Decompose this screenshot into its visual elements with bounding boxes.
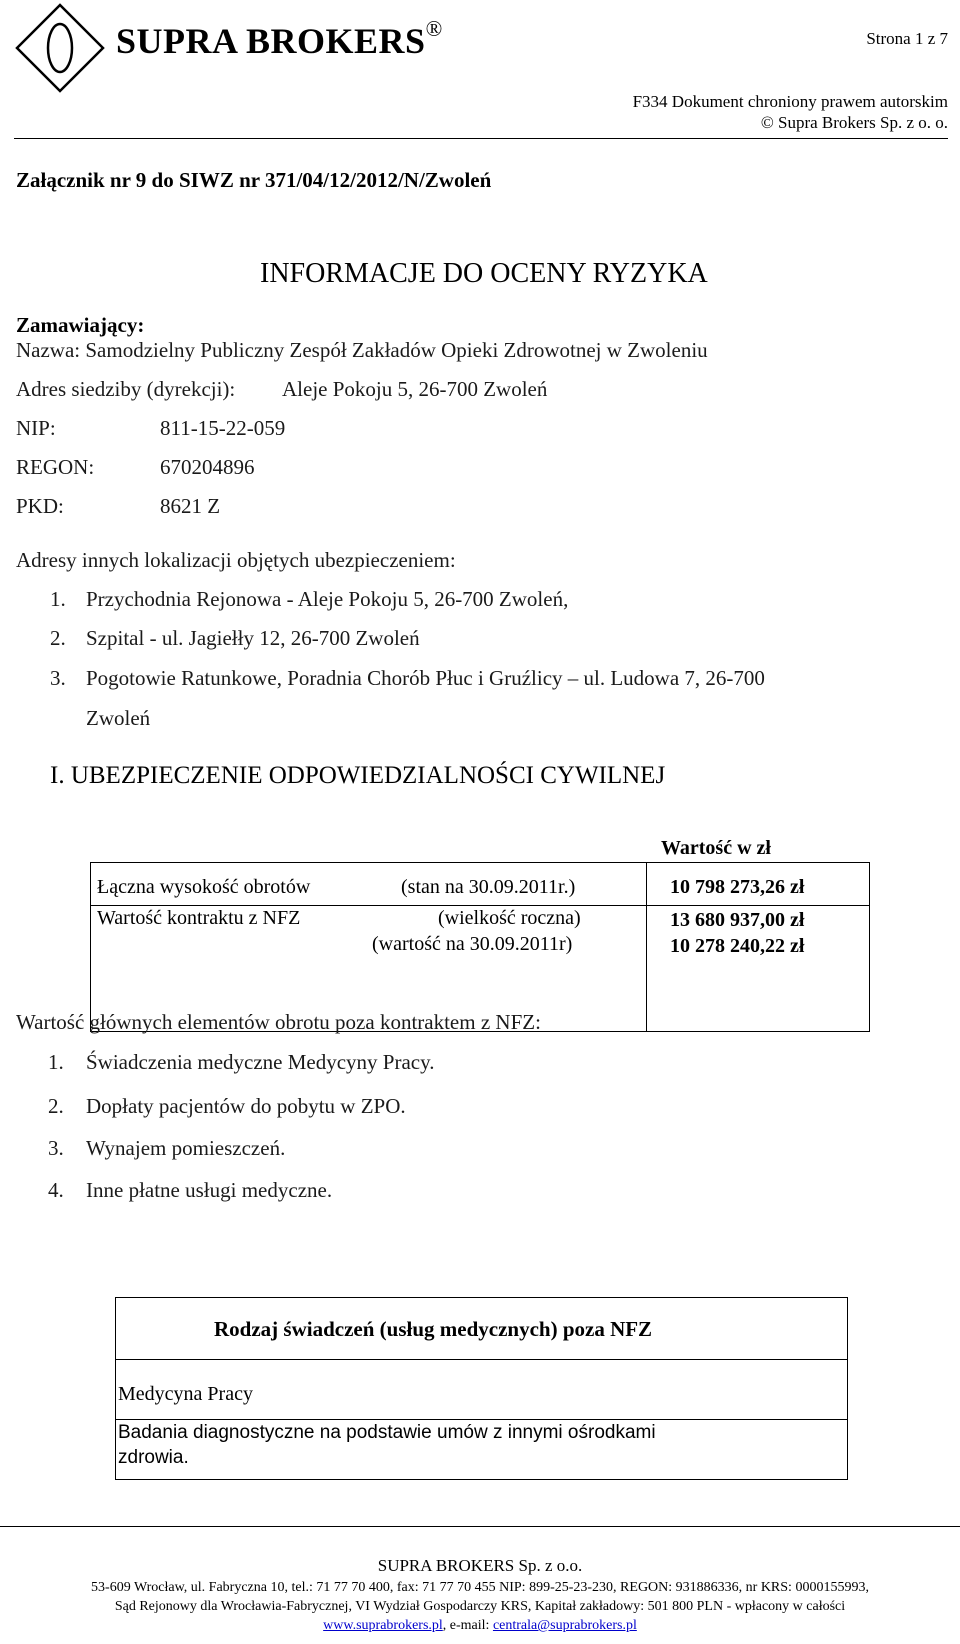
turnover-table [90, 837, 870, 1032]
pkd-value: 8621 Z [160, 494, 221, 518]
nip-label: NIP: [16, 416, 56, 440]
services-table [115, 1297, 848, 1480]
element-item: Świadczenia medyczne Medycyny Pracy. [86, 1050, 435, 1074]
footer-contact [0, 1618, 960, 1634]
element-item: Wynajem pomieszczeń. [86, 1136, 286, 1160]
website-link[interactable]: www.suprabrokers.pl [323, 1618, 443, 1633]
pkd-label: PKD: [16, 494, 64, 518]
location-item: Szpital - ul. Jagiełły 12, 26-700 Zwoleń [86, 626, 420, 650]
location-number: 2. [50, 626, 66, 650]
email-label: , e-mail: [442, 1618, 493, 1633]
footer-company: SUPRA BROKERS Sp. z o.o. [377, 1556, 583, 1575]
element-number: 1. [48, 1050, 64, 1074]
element-number: 4. [48, 1178, 64, 1202]
element-item: Inne płatne usługi medyczne. [86, 1178, 333, 1202]
elements-heading: Wartość głównych elementów obrotu poza kontraktem z NFZ: [16, 1010, 541, 1034]
location-item: Przychodnia Rejonowa - Aleje Pokoju 5, 26-700 Zwoleń, [86, 587, 569, 611]
location-item: Pogotowie Ratunkowe, Poradnia Chorób Płuc i Gruźlicy – ul. Ludowa 7, 26-700 [86, 666, 765, 690]
nfz-contract-value: 10 278 240,22 zł [670, 935, 805, 957]
nfz-contract-note: (wartość na 30.09.2011r) [372, 933, 573, 955]
services-row-diagnostics-continued: zdrowia. [118, 1447, 189, 1468]
element-item: Dopłaty pacjentów do pobytu w ZPO. [86, 1094, 406, 1118]
page-title: INFORMACJE DO OCENY RYZYKA [260, 258, 708, 289]
services-row-diagnostics: Badania diagnostyczne na podstawie umów z innymi ośrodkami [118, 1422, 656, 1443]
table-row-divider [116, 1419, 847, 1420]
annex-reference: Załącznik nr 9 do SIWZ nr 371/04/12/2012/N/Zwoleń [16, 168, 492, 192]
brand-name: SUPRA BROKERS® [116, 16, 443, 61]
nip-value: 811-15-22-059 [160, 416, 286, 440]
table-row-divider [91, 905, 869, 906]
element-number: 2. [48, 1094, 64, 1118]
regon-value: 670204896 [160, 455, 255, 479]
copyright-owner: © Supra Brokers Sp. z o. o. [760, 113, 948, 132]
footer-registry: Sąd Rejonowy dla Wrocławia-Fabrycznej, VI Wydział Gospodarczy KRS, Kapitał zakładowy: 501 800 PLN - wpłacony w całości [114, 1599, 846, 1614]
element-number: 3. [48, 1136, 64, 1160]
turnover-label: Łączna wysokość obrotów [97, 876, 311, 898]
services-row-occupational-medicine: Medycyna Pracy [118, 1383, 253, 1405]
location-item-continued: Zwoleń [86, 706, 151, 730]
table-row-divider [116, 1359, 847, 1360]
header-divider [14, 138, 948, 139]
orderer-name: Nazwa: Samodzielny Publiczny Zespół Zakładów Opieki Zdrowotnej w Zwoleniu [16, 338, 708, 362]
address-value: Aleje Pokoju 5, 26-700 Zwoleń [282, 377, 548, 401]
nfz-contract-value: 13 680 937,00 zł [670, 909, 805, 931]
turnover-note: (stan na 30.09.2011r.) [401, 876, 576, 898]
orderer-heading: Zamawiający: [16, 313, 145, 337]
services-table-header: Rodzaj świadczeń (usług medycznych) poza NFZ [214, 1317, 653, 1341]
location-number: 3. [50, 666, 66, 690]
nfz-contract-note: (wielkość roczna) [438, 907, 581, 929]
location-number: 1. [50, 587, 66, 611]
copyright-notice: F334 Dokument chroniony prawem autorskim [632, 92, 948, 111]
nfz-contract-label: Wartość kontraktu z NFZ [97, 907, 301, 929]
supra-brokers-logo [14, 2, 106, 94]
turnover-value: 10 798 273,26 zł [670, 876, 805, 898]
regon-label: REGON: [16, 455, 95, 479]
locations-heading: Adresy innych lokalizacji objętych ubezpieczeniem: [16, 548, 456, 572]
footer-address: 53-609 Wrocław, ul. Fabryczna 10, tel.: 71 77 70 400, fax: 71 77 70 455 NIP: 899-25-23-230, REGON: 931886336, nr KRS: 0000155993, [91, 1580, 869, 1595]
page-number: Strona 1 z 7 [866, 29, 948, 48]
section-heading: I. UBEZPIECZENIE ODPOWIEDZIALNOŚCI CYWILNEJ [50, 762, 666, 789]
footer-divider [0, 1526, 960, 1527]
value-column-header: Wartość w zł [661, 837, 771, 859]
table-column-divider [646, 863, 647, 1031]
email-link[interactable]: centrala@suprabrokers.pl [492, 1618, 637, 1633]
address-label: Adres siedziby (dyrekcji): [16, 377, 236, 401]
